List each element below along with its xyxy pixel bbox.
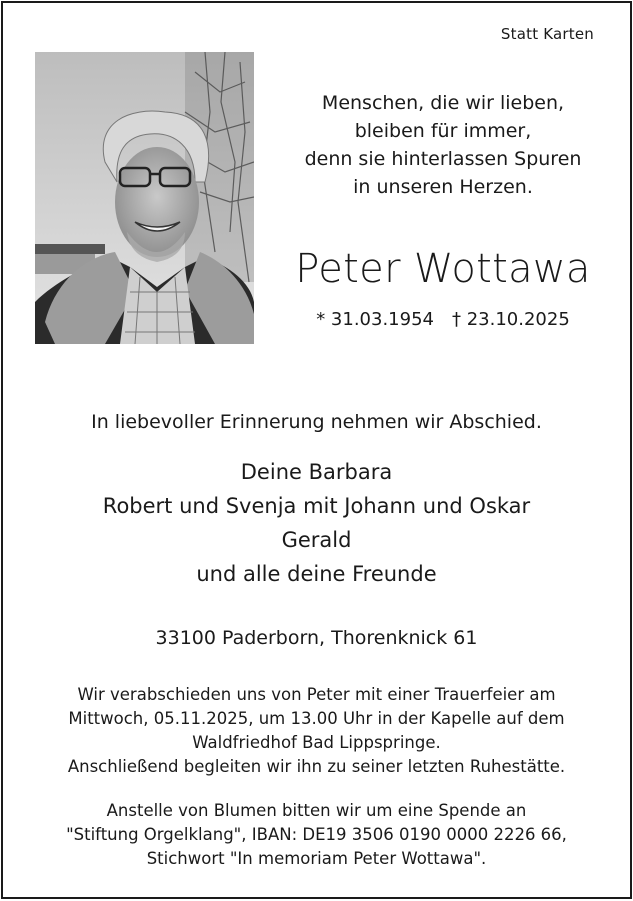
donation-info <box>23 799 610 871</box>
mourner-line: Deine Barbara <box>240 460 393 484</box>
service-line: Anschließend begleiten wir ihn zu seiner letzten Ruhestätte. <box>67 757 566 776</box>
birth-date: * 31.03.1954 <box>316 309 434 330</box>
verse-line: denn sie hinterlassen Spuren <box>304 148 582 170</box>
portrait-photo <box>35 52 254 344</box>
mourner-line: Gerald <box>281 528 352 552</box>
verse-line: bleiben für immer, <box>354 120 532 142</box>
life-dates <box>273 309 613 330</box>
mourner-line: Robert und Svenja mit Johann und Oskar <box>102 494 531 518</box>
donation-line: "Stiftung Orgelklang", IBAN: DE19 3506 0190 0000 2226 66, <box>66 825 567 844</box>
statt-karten-label: Statt Karten <box>500 25 594 43</box>
service-info <box>23 683 610 779</box>
verse-line: in unseren Herzen. <box>353 176 533 198</box>
obituary-card <box>1 1 632 899</box>
donation-line: Stichwort "In memoriam Peter Wottawa". <box>146 849 487 868</box>
service-line: Wir verabschieden uns von Peter mit einer Trauerfeier am <box>77 685 556 704</box>
service-line: Mittwoch, 05.11.2025, um 13.00 Uhr in der Kapelle auf dem <box>68 709 565 728</box>
death-date: † 23.10.2025 <box>452 309 570 330</box>
donation-line: Anstelle von Blumen bitten wir um eine Spende an <box>106 801 527 820</box>
service-line: Waldfriedhof Bad Lippspringe. <box>192 733 441 752</box>
farewell-text: In liebevoller Erinnerung nehmen wir Abschied. <box>91 411 542 433</box>
mourners-list <box>23 455 610 591</box>
deceased-name: Peter Wottawa <box>295 246 591 292</box>
verse-line: Menschen, die wir lieben, <box>321 92 565 114</box>
address: 33100 Paderborn, Thorenknick 61 <box>155 627 478 649</box>
mourner-line: und alle deine Freunde <box>196 562 437 586</box>
memorial-verse <box>273 89 613 201</box>
